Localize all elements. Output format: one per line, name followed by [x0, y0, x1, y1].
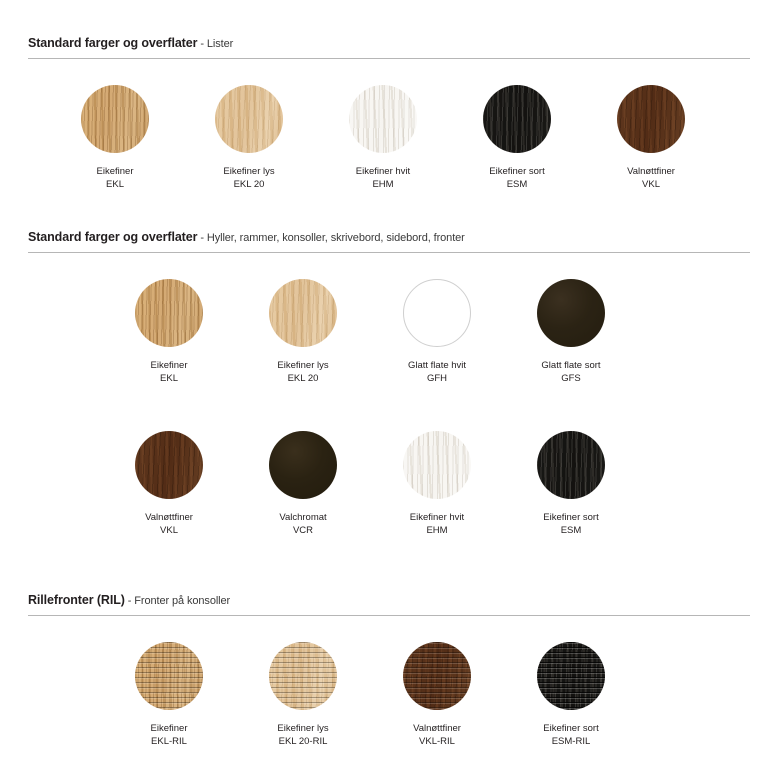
swatch-disc-ekl — [81, 85, 149, 153]
section-title: Rillefronter (RIL) — [28, 593, 125, 607]
section-heading — [28, 34, 750, 59]
swatch-name: Valnøttfiner — [145, 512, 193, 523]
swatch-code: VKL — [160, 525, 178, 536]
swatch-item[interactable] — [316, 85, 450, 191]
swatch-row — [0, 279, 778, 385]
swatch-caption — [102, 511, 236, 537]
swatch-caption — [316, 165, 450, 191]
swatch-item[interactable] — [102, 642, 236, 748]
swatch-name: Glatt flate hvit — [407, 360, 467, 371]
swatch-code: VKL — [642, 179, 660, 190]
swatch-name: Valnøttfiner — [627, 166, 675, 177]
swatch-disc-gfh — [403, 279, 471, 347]
section-lister — [0, 34, 778, 191]
swatch-code: EKL-RIL — [151, 736, 187, 747]
swatch-code: EKL 20 — [233, 179, 265, 190]
swatch-caption — [504, 511, 638, 537]
swatch-code: EKL — [160, 373, 178, 384]
swatch-disc-esm — [537, 431, 605, 499]
swatch-item[interactable] — [102, 279, 236, 385]
swatch-code: EKL — [106, 179, 124, 190]
swatch-name: Eikefiner — [150, 723, 188, 734]
swatch-code: EKL 20-RIL — [278, 736, 328, 747]
swatch-disc-ehm — [403, 431, 471, 499]
swatch-caption — [102, 722, 236, 748]
swatch-disc-ekl-ril — [135, 642, 203, 710]
swatch-code: EHM — [426, 525, 448, 536]
swatch-caption — [236, 722, 370, 748]
swatch-name: Eikefiner lys — [277, 360, 329, 371]
swatch-disc-vkl — [617, 85, 685, 153]
swatch-code: EHM — [372, 179, 394, 190]
swatch-row — [0, 431, 778, 537]
swatch-row — [0, 85, 778, 191]
swatch-name: Eikefiner sort — [489, 166, 545, 177]
section-title: Standard farger og overflater — [28, 230, 198, 244]
swatch-caption — [236, 511, 370, 537]
section-rillefronter — [0, 591, 778, 748]
swatch-item[interactable] — [370, 642, 504, 748]
section-subtitle: - Lister — [197, 38, 234, 50]
swatch-name: Eikefiner — [150, 360, 188, 371]
swatch-disc-vcr — [269, 431, 337, 499]
swatch-code: ESM — [506, 179, 528, 190]
swatch-disc-esm-ril — [537, 642, 605, 710]
swatch-disc-ekl20 — [215, 85, 283, 153]
swatch-item[interactable] — [236, 642, 370, 748]
swatch-item[interactable] — [370, 279, 504, 385]
swatch-disc-ekl — [135, 279, 203, 347]
section-subtitle: - Fronter på konsoller — [124, 595, 231, 607]
swatch-code: GFS — [561, 373, 581, 384]
swatch-caption — [182, 165, 316, 191]
swatch-item[interactable] — [48, 85, 182, 191]
swatch-disc-ehm — [349, 85, 417, 153]
swatch-disc-vkl — [135, 431, 203, 499]
swatch-item[interactable] — [584, 85, 718, 191]
swatch-name: Eikefiner sort — [543, 512, 599, 523]
swatch-caption — [450, 165, 584, 191]
swatch-code: GFH — [426, 373, 448, 384]
ribbed-overlay — [269, 642, 337, 710]
swatch-code: ESM-RIL — [551, 736, 591, 747]
swatch-name: Eikefiner lys — [223, 166, 275, 177]
swatch-name: Eikefiner — [96, 166, 134, 177]
swatch-caption — [370, 722, 504, 748]
section-subtitle: - Hyller, rammer, konsoller, skrivebord, sidebord, fronter — [197, 232, 465, 244]
swatch-code: VCR — [292, 525, 314, 536]
swatch-item[interactable] — [504, 431, 638, 537]
swatch-caption — [370, 359, 504, 385]
swatch-caption — [102, 359, 236, 385]
swatch-name: Eikefiner hvit — [355, 166, 411, 177]
ribbed-overlay — [135, 642, 203, 710]
swatch-disc-ekl20 — [269, 279, 337, 347]
swatch-item[interactable] — [236, 431, 370, 537]
swatch-disc-vkl-ril — [403, 642, 471, 710]
section-heading — [28, 228, 750, 253]
swatch-code: VKL-RIL — [419, 736, 455, 747]
swatch-name: Eikefiner lys — [277, 723, 329, 734]
swatch-name: Eikefiner sort — [543, 723, 599, 734]
swatch-item[interactable] — [236, 279, 370, 385]
swatch-caption — [370, 511, 504, 537]
swatch-item[interactable] — [504, 279, 638, 385]
section-hyller — [0, 228, 778, 537]
swatch-disc-gfs — [537, 279, 605, 347]
swatch-caption — [584, 165, 718, 191]
swatch-caption — [504, 722, 638, 748]
swatch-caption — [48, 165, 182, 191]
swatch-item[interactable] — [102, 431, 236, 537]
section-title: Standard farger og overflater — [28, 36, 198, 50]
swatch-name: Eikefiner hvit — [409, 512, 465, 523]
swatch-name: Valchromat — [279, 512, 327, 523]
swatch-code: ESM — [560, 525, 582, 536]
ribbed-overlay — [403, 642, 471, 710]
swatch-row — [0, 642, 778, 748]
swatch-code: EKL 20 — [287, 373, 319, 384]
swatch-item[interactable] — [182, 85, 316, 191]
swatch-name: Valnøttfiner — [413, 723, 461, 734]
swatch-caption — [236, 359, 370, 385]
swatch-item[interactable] — [450, 85, 584, 191]
swatch-name: Glatt flate sort — [541, 360, 601, 371]
section-heading — [28, 591, 750, 616]
swatch-caption — [504, 359, 638, 385]
ribbed-overlay — [537, 642, 605, 710]
swatch-item[interactable] — [370, 431, 504, 537]
swatch-disc-esm — [483, 85, 551, 153]
swatch-disc-ekl20-ril — [269, 642, 337, 710]
swatch-item[interactable] — [504, 642, 638, 748]
